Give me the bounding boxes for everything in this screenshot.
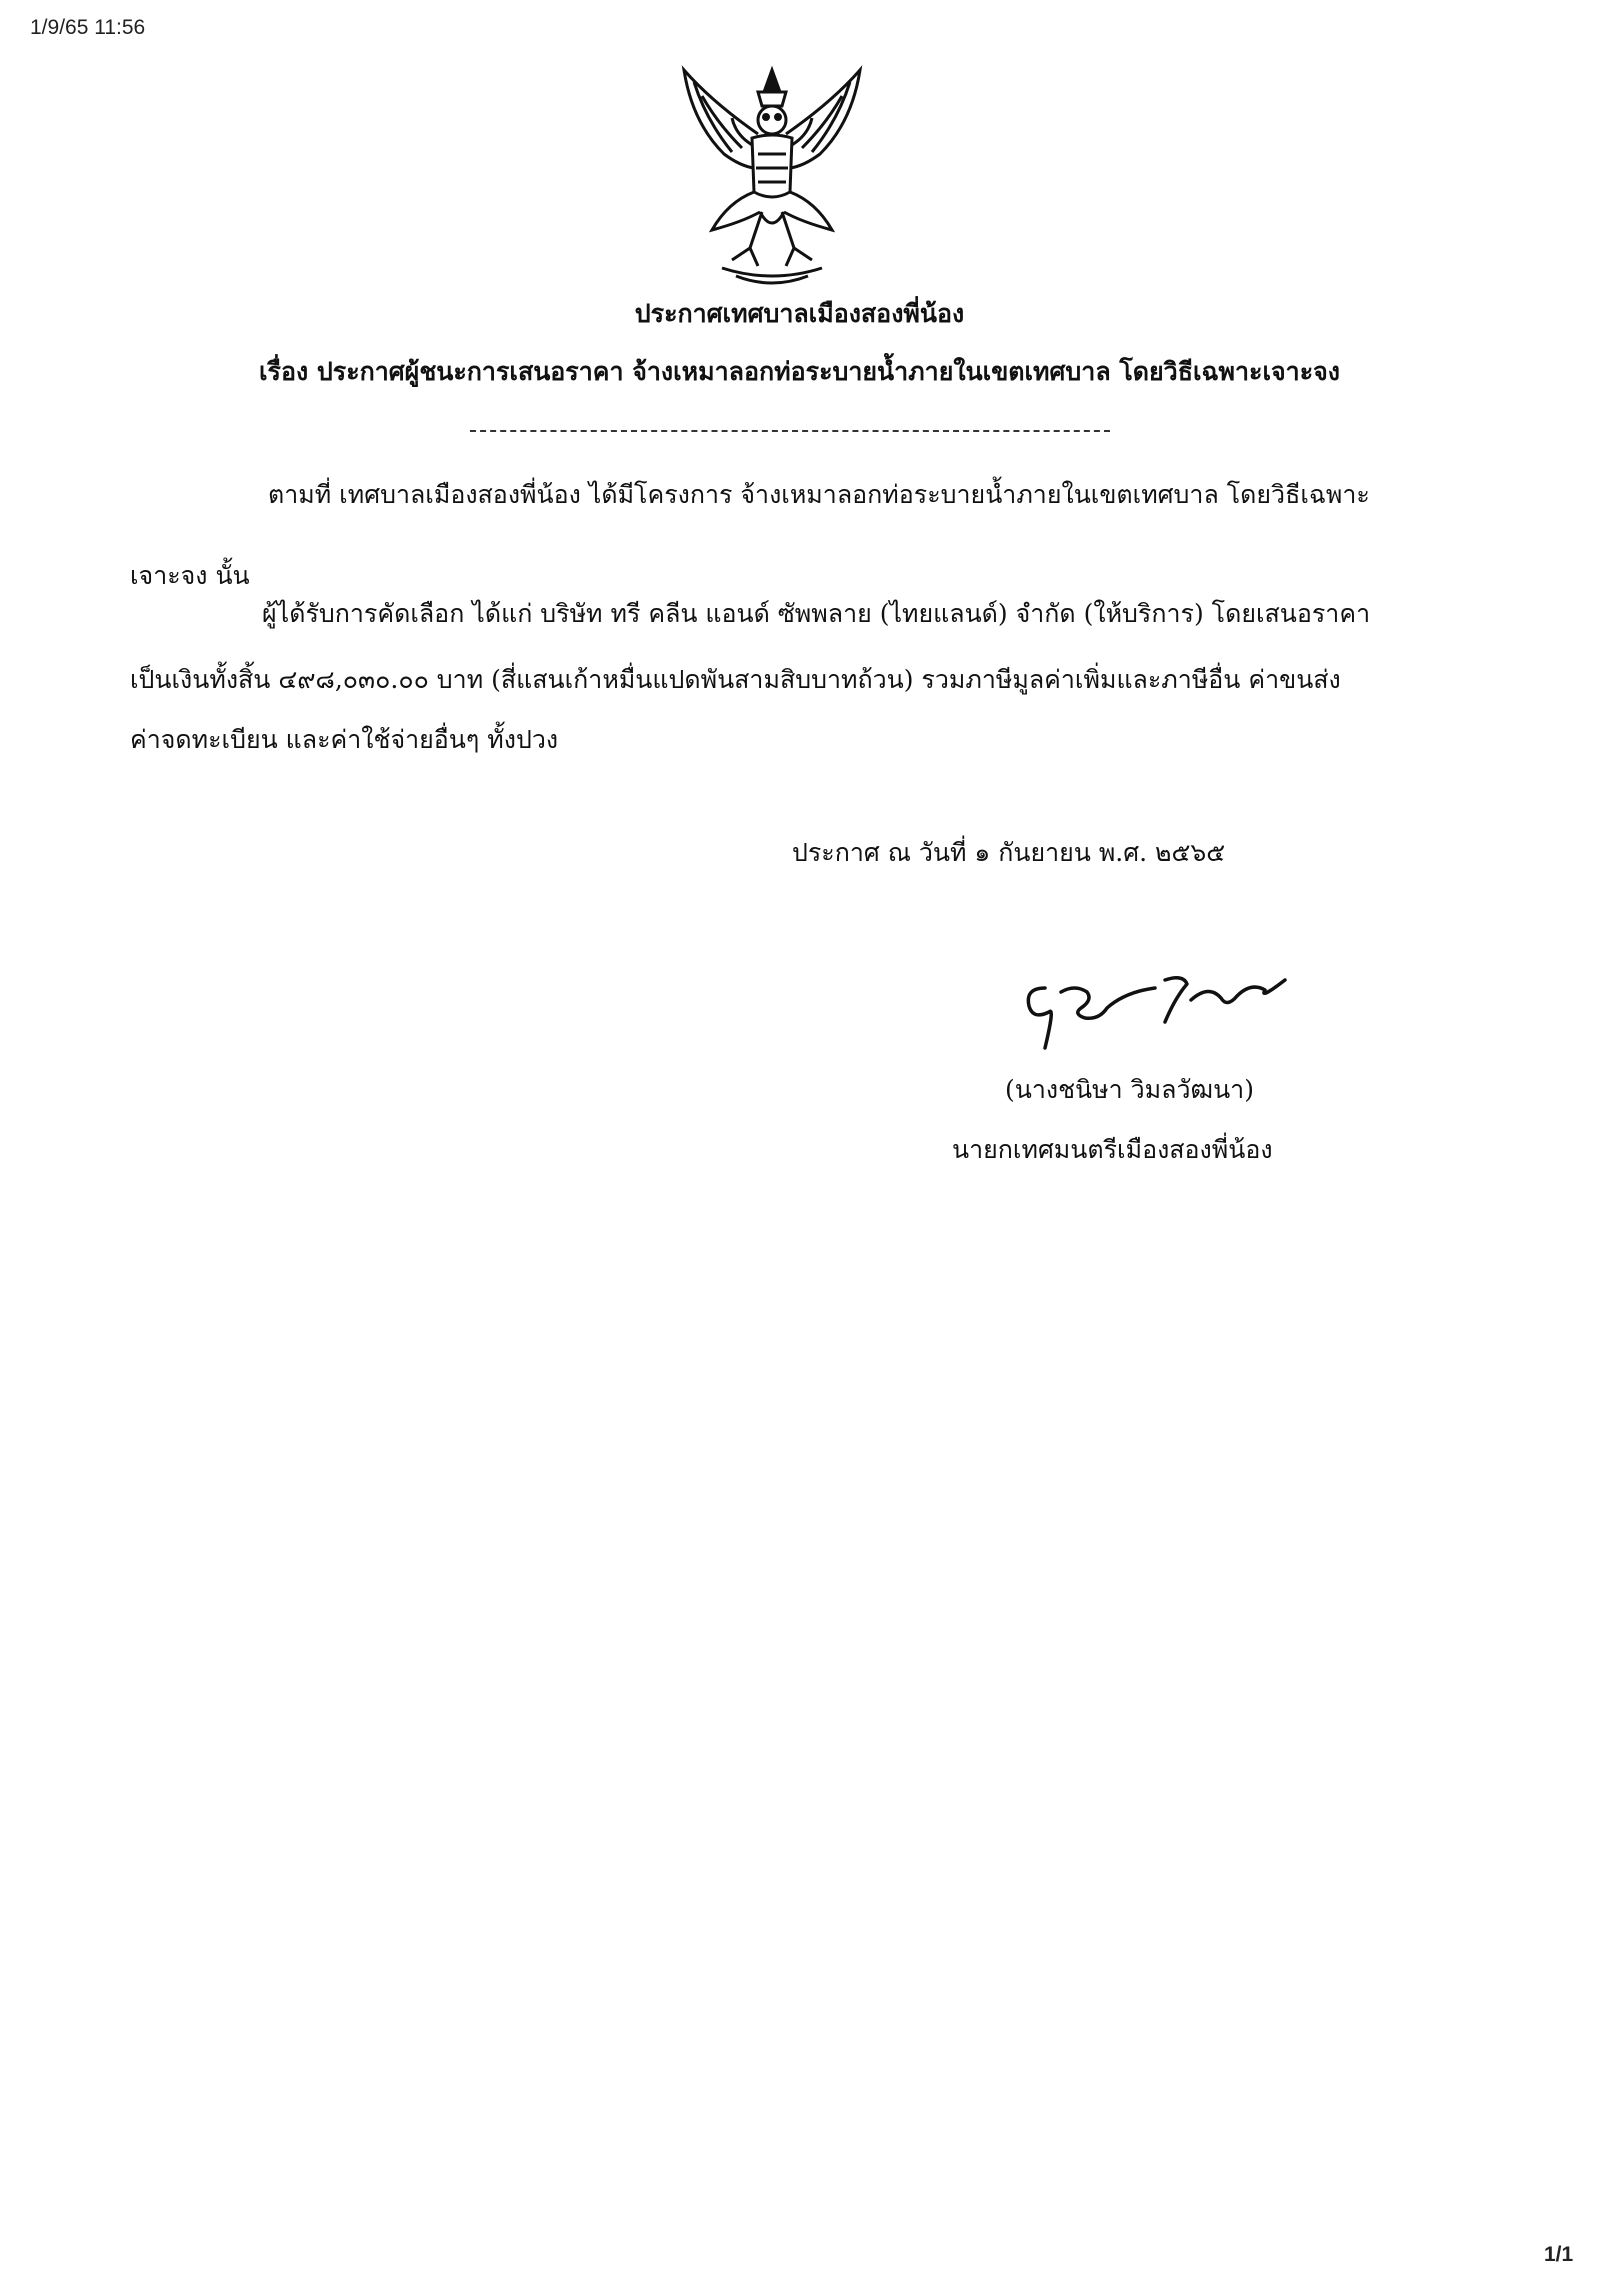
- signature-icon: [1015, 948, 1315, 1058]
- page-number: 1/1: [1544, 2243, 1574, 2266]
- garuda-emblem-icon: [672, 62, 872, 292]
- paragraph-2-line-1: ผู้ได้รับการคัดเลือก ได้แก่ บริษัท ทรี คลีน แอนด์ ซัพพลาย (ไทยแลนด์) จำกัด (ให้บริการ) โดยเสนอราคา: [262, 599, 1371, 628]
- signer-name: (นางชนิษา วิมลวัฒนา): [1005, 1075, 1254, 1104]
- paragraph-1-line-1: ตามที่ เทศบาลเมืองสองพี่น้อง ได้มีโครงการ จ้างเหมาลอกท่อระบายน้ำภายในเขตเทศบาล โดยวิธีเฉพาะ: [268, 480, 1370, 509]
- paragraph-2-line-2: เป็นเงินทั้งสิ้น ๔๙๘,๐๓๐.๐๐ บาท (สี่แสนเก้าหมื่นแปดพันสามสิบบาทถ้วน) รวมภาษีมูลค่าเพิ่มและภาษีอื่น ค่าขนส่ง: [130, 665, 1341, 694]
- paragraph-1-line-2: เจาะจง นั้น: [130, 561, 250, 590]
- paragraph-2-line-3: ค่าจดทะเบียน และค่าใช้จ่ายอื่นๆ ทั้งปวง: [130, 725, 559, 754]
- signer-title: นายกเทศมนตรีเมืองสองพี่น้อง: [952, 1135, 1273, 1164]
- announcement-date: ประกาศ ณ วันที่ ๑ กันยายน พ.ศ. ๒๕๖๕: [792, 838, 1226, 867]
- fax-timestamp: 1/9/65 11:56: [30, 16, 146, 39]
- announcement-title: ประกาศเทศบาลเมืองสองพี่น้อง: [634, 299, 965, 328]
- announcement-subject: เรื่อง ประกาศผู้ชนะการเสนอราคา จ้างเหมาลอกท่อระบายน้ำภายในเขตเทศบาล โดยวิธีเฉพาะเจาะจง: [259, 357, 1340, 386]
- separator-line: [470, 430, 1110, 432]
